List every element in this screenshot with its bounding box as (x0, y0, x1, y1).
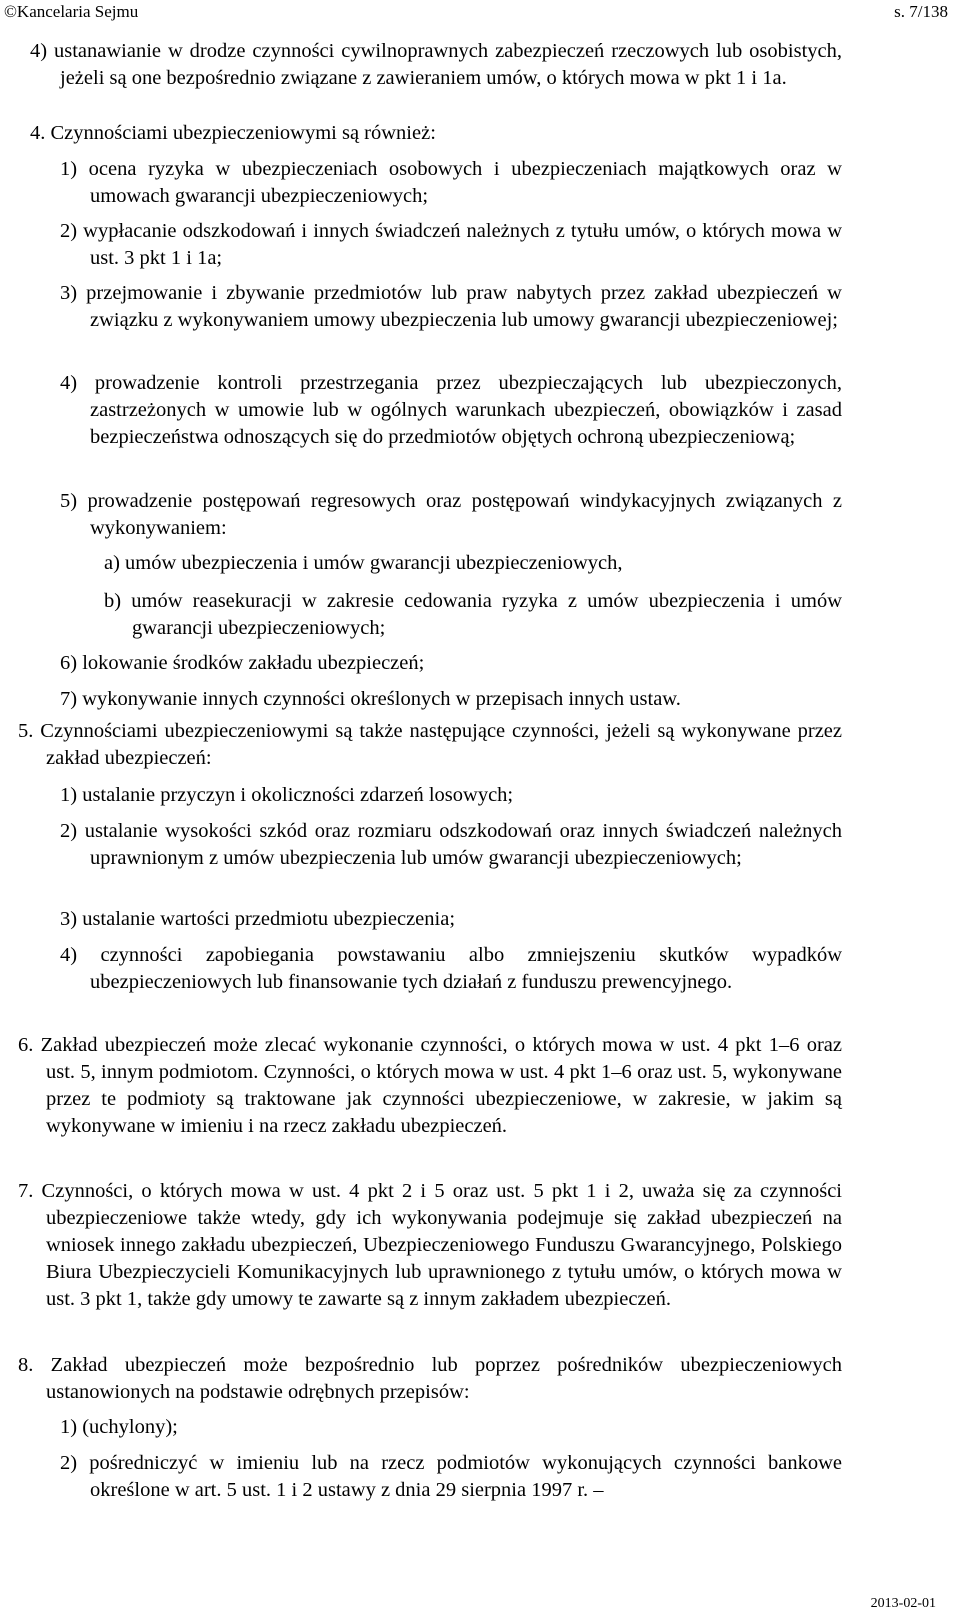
list-item-prev-4: 4) ustanawianie w drodze czynności cywilnoprawnych zabezpieczeń rzeczowych lub osobistych, jeżeli są one bezpośrednio związane z zawieraniem umów, o których mowa w pkt 1 i 1a. (30, 40, 842, 89)
page-number: s. 7/138 (894, 2, 948, 21)
section-4-item-1: 1) ocena ryzyka w ubezpieczeniach osobowych i ubezpieczeniach majątkowych oraz w umowach gwarancji ubezpieczeniowych; (60, 158, 842, 207)
section-4-item-7: 7) wykonywanie innych czynności określonych w przepisach innych ustaw. (60, 688, 681, 710)
section-6: 6. Zakład ubezpieczeń może zlecać wykonanie czynności, o których mowa w ust. 4 pkt 1–6 oraz ust. 5, innym podmiotom. Czynności, o których mowa w ust. 4 pkt 1–6 oraz ust. 5, wykonywane przez te podmioty są traktowane jak czynności ubezpieczeniowe, w zakresie, w jakim są wykonywane w imieniu i na rzecz zakładu ubezpieczeń. (18, 1034, 842, 1137)
footer-date: 2013-02-01 (870, 1596, 936, 1611)
section-5-item-4: 4) czynności zapobiegania powstawaniu albo zmniejszeniu skutków wypadków ubezpieczeniowych lub finansowanie tych działań z funduszu prewencyjnego. (60, 944, 842, 993)
section-4-item-5a: a) umów ubezpieczenia i umów gwarancji ubezpieczeniowych, (104, 552, 623, 574)
section-8-item-1: 1) (uchylony); (60, 1416, 178, 1438)
section-4: 4. Czynnościami ubezpieczeniowymi są również: (30, 122, 436, 144)
section-4-item-2: 2) wypłacanie odszkodowań i innych świadczeń należnych z tytułu umów, o których mowa w ust. 3 pkt 1 i 1a; (60, 220, 842, 269)
source-label: ©Kancelaria Sejmu (4, 2, 139, 21)
section-4-item-6: 6) lokowanie środków zakładu ubezpieczeń; (60, 652, 425, 674)
section-4-item-5b: b) umów reasekuracji w zakresie cedowania ryzyka z umów ubezpieczenia i umów gwarancji ubezpieczeniowych; (104, 590, 842, 639)
section-5-item-1: 1) ustalanie przyczyn i okoliczności zdarzeń losowych; (60, 784, 514, 806)
section-5: 5. Czynnościami ubezpieczeniowymi są także następujące czynności, jeżeli są wykonywane przez zakład ubezpieczeń: (18, 720, 842, 769)
section-4-item-4: 4) prowadzenie kontroli przestrzegania przez ubezpieczających lub ubezpieczonych, zastrzeżonych w umowie lub w ogólnych warunkach ubezpieczeń, obowiązków i zasad bezpieczeństwa odnoszących się do przedmiotów objętych ochroną ubezpieczeniową; (60, 372, 842, 448)
section-4-item-5: 5) prowadzenie postępowań regresowych oraz postępowań windykacyjnych związanych z wykonywaniem: (60, 490, 842, 539)
section-7: 7. Czynności, o których mowa w ust. 4 pkt 2 i 5 oraz ust. 5 pkt 1 i 2, uważa się za czynności ubezpieczeniowe także wtedy, gdy ich wykonywania podejmuje się zakład ubezpieczeń na wniosek innego zakładu ubezpieczeń, Ubezpieczeniowego Funduszu Gwarancyjnego, Polskiego Biura Ubezpieczycieli Komunikacyjnych lub uprawnionego z tytułu umów, o których mowa w ust. 3 pkt 1, także gdy umowy te zawarte są z innym zakładem ubezpieczeń. (18, 1180, 842, 1310)
section-5-item-2: 2) ustalanie wysokości szkód oraz rozmiaru odszkodowań oraz innych świadczeń należnych uprawnionym z umów ubezpieczenia lub umów gwarancji ubezpieczeniowych; (60, 820, 842, 869)
section-5-item-3: 3) ustalanie wartości przedmiotu ubezpieczenia; (60, 908, 456, 930)
section-8-item-2: 2) pośredniczyć w imieniu lub na rzecz podmiotów wykonujących czynności bankowe określone w art. 5 ust. 1 i 2 ustawy z dnia 29 sierpnia 1997 r. – (60, 1452, 842, 1501)
section-4-item-3: 3) przejmowanie i zbywanie przedmiotów lub praw nabytych przez zakład ubezpieczeń w związku z wykonywaniem umowy ubezpieczenia lub umowy gwarancji ubezpieczeniowej; (60, 282, 842, 331)
section-8: 8. Zakład ubezpieczeń może bezpośrednio lub poprzez pośredników ubezpieczeniowych ustanowionych na podstawie odrębnych przepisów: (18, 1354, 842, 1403)
